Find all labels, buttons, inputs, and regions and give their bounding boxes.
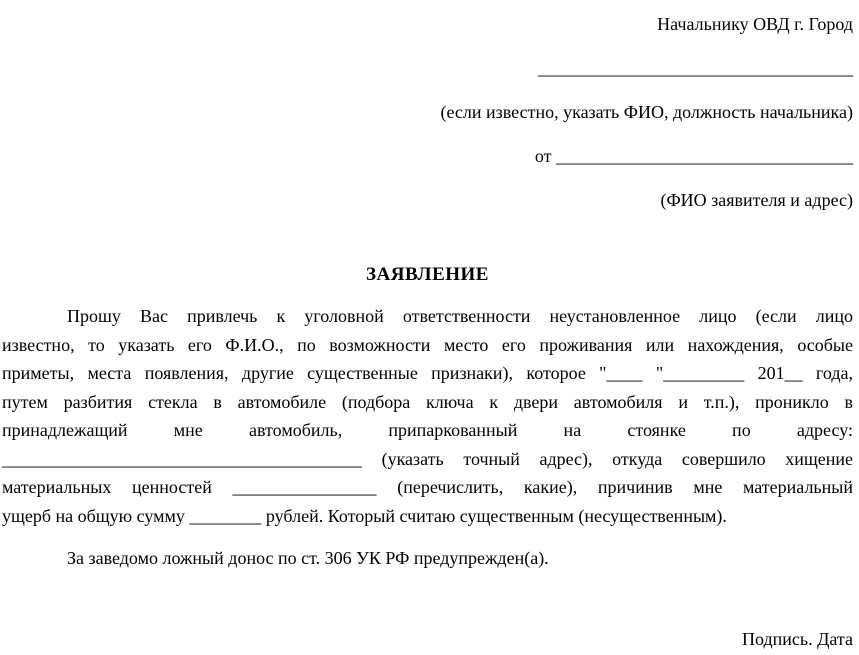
statement-line-sum-blank: ущерб на общую сумму ________ рублей. Который считаю существенным (несущественным).: [2, 505, 727, 526]
statement-line-date-blank: приметы, места появления, другие существенные признаки), которое "____ "_________ 201__ года,: [2, 363, 853, 383]
addressee-name-blank-field: ___________________________________: [538, 58, 853, 78]
addressee-block: [2, 2, 853, 222]
applicant-hint: (ФИО заявителя и адрес): [660, 190, 853, 210]
signature-date-line: Подпись. Дата: [742, 629, 853, 649]
statement-line-valuables-blank: материальных ценностей ________________ (перечислить, какие), причинив мне материальный: [2, 477, 853, 497]
false-report-warning: За заведомо ложный донос по ст. 306 УК РФ предупрежден(а).: [67, 548, 549, 568]
statement-line: путем разбития стекла в автомобиле (подбора ключа к двери автомобиля и т.п.), проникло в: [2, 391, 853, 412]
addressee-hint: (если известно, указать ФИО, должность начальника): [440, 102, 853, 122]
document-title: ЗАЯВЛЕНИЕ: [366, 264, 489, 285]
statement-paragraph: [2, 302, 853, 530]
addressee-line: Начальнику ОВД г. Город: [657, 14, 853, 34]
applicant-from-blank-field: от _________________________________: [534, 146, 853, 166]
statement-line: известно, то указать его Ф.И.О., по возможности место его проживания или нахождения, особые: [2, 334, 853, 355]
statement-line-address-blank: ________________________________________ (указать точный адрес), откуда совершило хищение: [2, 448, 853, 469]
statement-line: принадлежащий мне автомобиль, припаркованный на стоянке по адресу:: [2, 420, 853, 440]
statement-line: Прошу Вас привлечь к уголовной ответственности неустановленное лицо (если лицо: [67, 306, 853, 326]
